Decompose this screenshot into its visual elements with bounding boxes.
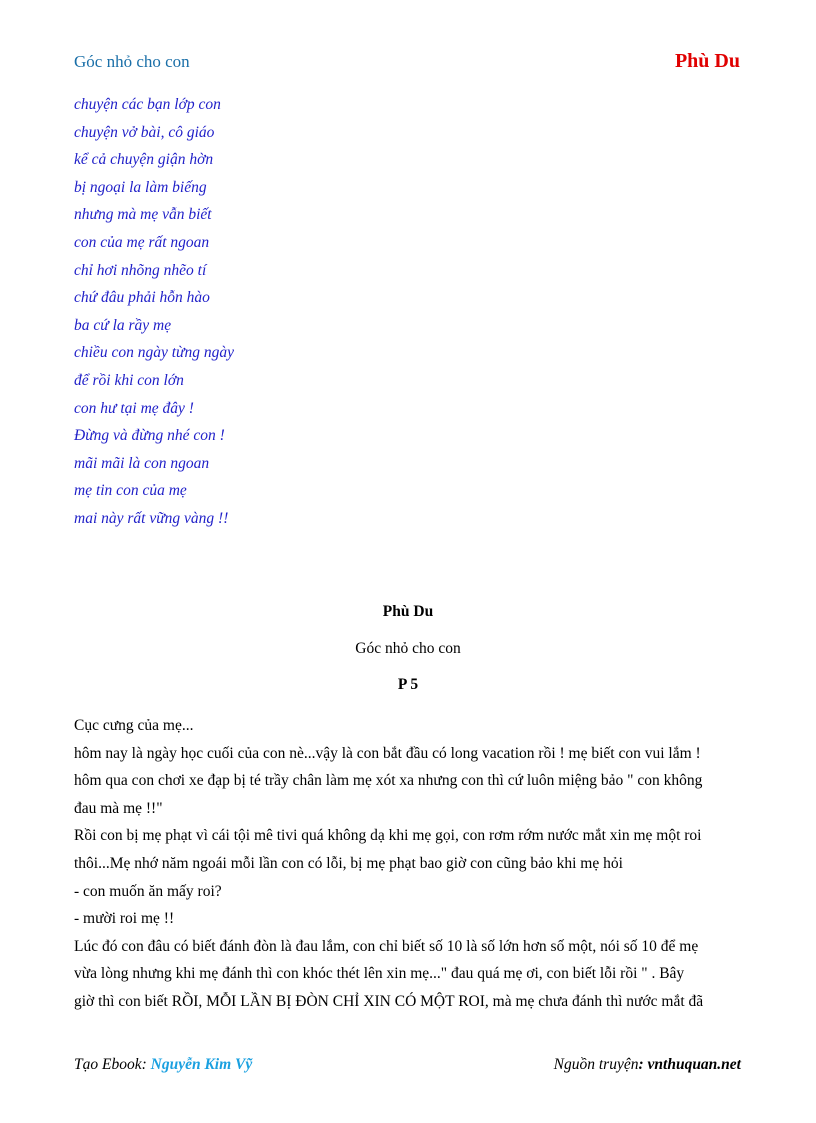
poem-line: chứ đâu phải hỗn hào xyxy=(74,289,210,307)
prose-line: Rồi con bị mẹ phạt vì cái tội mê tivi quá không dạ khi mẹ gọi, con rơm rớm nước mắt xin mẹ một roi xyxy=(74,827,702,845)
section-author: Phù Du xyxy=(382,603,434,620)
poem-line: kể cả chuyện giận hờn xyxy=(74,151,214,169)
header-author: Phù Du xyxy=(674,50,740,72)
footer-source xyxy=(554,1056,741,1074)
poem-line: mãi mãi là con ngoan xyxy=(74,454,210,472)
prose-line: vừa lòng nhưng khi mẹ đánh thì con khóc thét lên xin mẹ..." đau quá mẹ ơi, con biết lỗi rồi " . Bây xyxy=(74,965,685,983)
poem-line: ba cứ la rầy mẹ xyxy=(74,316,172,334)
poem-line: nhưng mà mẹ vẫn biết xyxy=(74,206,212,224)
poem-line: Đừng và đừng nhé con ! xyxy=(74,427,225,445)
footer-source-label: Nguồn truyện xyxy=(553,1056,639,1073)
footer-credit-name: Nguyễn Kim Vỹ xyxy=(150,1056,253,1073)
footer-source-separator: : xyxy=(638,1056,648,1073)
prose-line: thôi...Mẹ nhớ năm ngoái mỗi lần con có lỗi, bị mẹ phạt bao giờ con cũng bảo khi mẹ hỏi xyxy=(74,854,623,872)
poem-line: chuyện vở bài, cô giáo xyxy=(74,123,215,141)
prose-body xyxy=(74,712,744,1016)
footer-credit-separator: : xyxy=(141,1056,151,1073)
prose-line: giờ thì con biết RỒI, MỖI LẦN BỊ ĐÒN CHỈ XIN CÓ MỘT ROI, mà mẹ chưa đánh thì nước mắt đã xyxy=(74,992,704,1010)
prose-line: - mười roi mẹ !! xyxy=(74,910,175,928)
poem-line: mai này rất vững vàng !! xyxy=(74,509,229,527)
section-subtitle: Góc nhỏ cho con xyxy=(355,640,461,657)
poem-line: chỉ hơi nhõng nhẽo tí xyxy=(74,261,207,279)
poem xyxy=(74,94,234,536)
poem-line: mẹ tin con của mẹ xyxy=(74,482,187,500)
prose-line: hôm qua con chơi xe đạp bị té trầy chân làm mẹ xót xa nhưng con thì cứ luôn miệng bảo " con không xyxy=(74,772,703,790)
prose-line: hôm nay là ngày học cuối của con nè...vậy là con bắt đầu có long vacation rồi ! mẹ biết con vui lắm ! xyxy=(74,744,701,762)
poem-line: con của mẹ rất ngoan xyxy=(74,233,210,251)
prose-line: - con muốn ăn mấy roi? xyxy=(74,882,222,900)
prose-line: Lúc đó con đâu có biết đánh đòn là đau lắm, con chỉ biết số 10 là số lớn hơn số một, nói số 10 để mẹ xyxy=(74,937,699,955)
footer-credit-label: Tạo Ebook xyxy=(74,1056,142,1073)
footer-source-site: vnthuquan.net xyxy=(647,1056,741,1073)
poem-line: chuyện các bạn lớp con xyxy=(74,96,221,113)
prose-line: Cục cưng của mẹ... xyxy=(74,717,194,734)
prose-line: đau mà mẹ !!" xyxy=(74,799,163,817)
poem-line: con hư tại mẹ đây ! xyxy=(74,399,194,417)
section-part: P 5 xyxy=(397,676,419,693)
poem-line: để rồi khi con lớn xyxy=(74,371,184,389)
header-title: Góc nhỏ cho con xyxy=(74,52,190,71)
poem-line: chiều con ngày từng ngày xyxy=(74,344,234,362)
footer-credit xyxy=(74,1056,252,1074)
poem-line: bị ngoại la làm biếng xyxy=(74,178,207,196)
